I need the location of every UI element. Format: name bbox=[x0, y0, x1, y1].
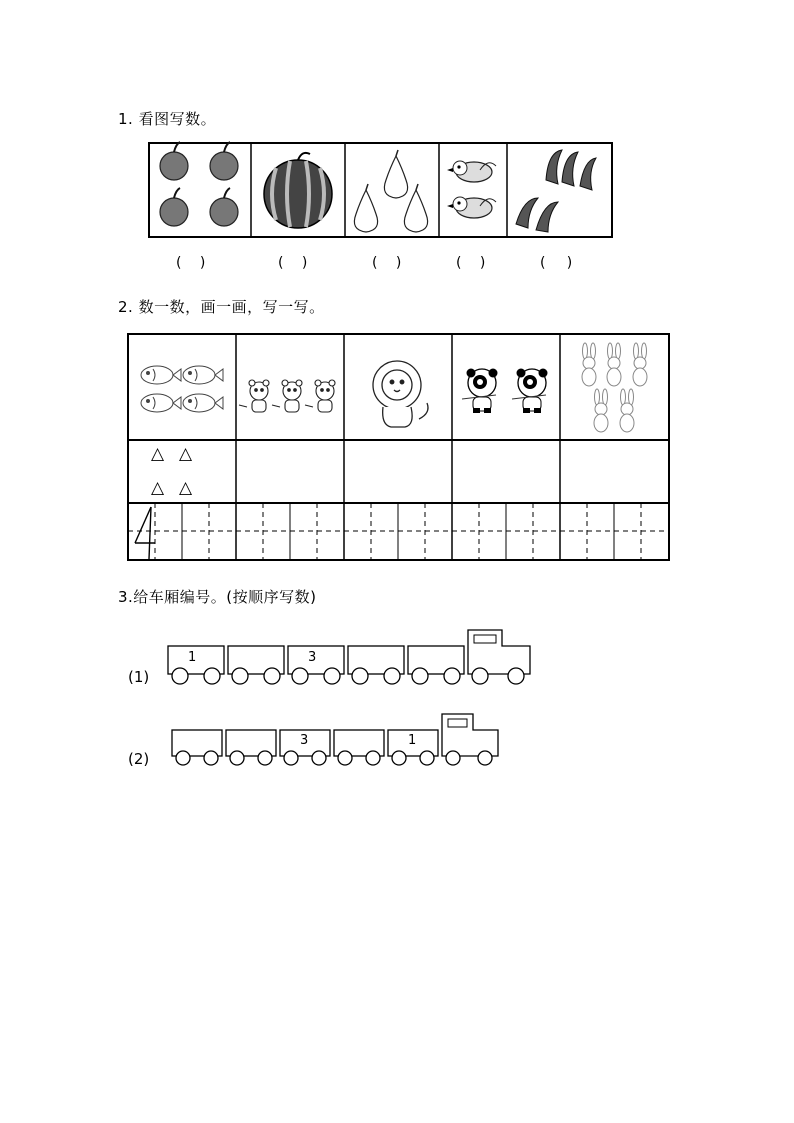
example-triangle: △ bbox=[179, 478, 193, 498]
answer-blank[interactable]: ( ) bbox=[372, 255, 402, 271]
q2-title: 2. 数一数，画一画，写一写。 bbox=[118, 298, 325, 316]
panda-icon bbox=[462, 369, 548, 414]
train-car[interactable] bbox=[348, 646, 404, 684]
q1-picture-table bbox=[148, 142, 614, 239]
train-car[interactable] bbox=[334, 730, 384, 765]
apple-icon bbox=[160, 142, 238, 226]
answer-blank[interactable]: ( ) bbox=[176, 255, 206, 271]
example-triangle: △ bbox=[151, 478, 165, 498]
watermelon-icon bbox=[264, 153, 332, 228]
bird-icon bbox=[447, 161, 496, 218]
car-number: 1 bbox=[188, 650, 197, 665]
car-number: 3 bbox=[300, 733, 309, 748]
train-2 bbox=[170, 712, 496, 764]
train-car[interactable] bbox=[280, 730, 330, 765]
example-triangle: △ bbox=[151, 444, 165, 464]
answer-blank[interactable]: ( ) bbox=[278, 255, 308, 271]
tiger-icon bbox=[239, 380, 335, 412]
car-number: 1 bbox=[408, 733, 417, 748]
train-car[interactable] bbox=[408, 646, 464, 684]
train-1 bbox=[166, 628, 536, 688]
pear-icon bbox=[354, 150, 427, 232]
car-number: 3 bbox=[308, 650, 317, 665]
train-car[interactable] bbox=[168, 646, 224, 684]
train-car[interactable] bbox=[288, 646, 344, 684]
train-2-label: (2) bbox=[128, 750, 150, 768]
train-car[interactable] bbox=[388, 730, 438, 765]
example-triangle: △ bbox=[179, 444, 193, 464]
train-car[interactable] bbox=[172, 730, 222, 765]
train-car[interactable] bbox=[226, 730, 276, 765]
q3-title: 3.给车厢编号。(按顺序写数) bbox=[118, 588, 317, 606]
fish-icon bbox=[141, 366, 223, 412]
answer-blank[interactable]: ( ) bbox=[456, 255, 486, 271]
train-engine bbox=[442, 714, 498, 765]
train-car[interactable] bbox=[228, 646, 284, 684]
example-digit-stroke bbox=[135, 507, 155, 559]
q1-title: 1. 看图写数。 bbox=[118, 110, 217, 128]
banana-icon bbox=[516, 150, 596, 232]
train-engine bbox=[468, 630, 530, 684]
rabbit-icon bbox=[582, 343, 647, 432]
lion-icon bbox=[373, 361, 428, 427]
q2-count-grid bbox=[127, 333, 671, 563]
train-1-label: (1) bbox=[128, 668, 150, 686]
answer-blank[interactable]: ( ) bbox=[540, 255, 573, 271]
